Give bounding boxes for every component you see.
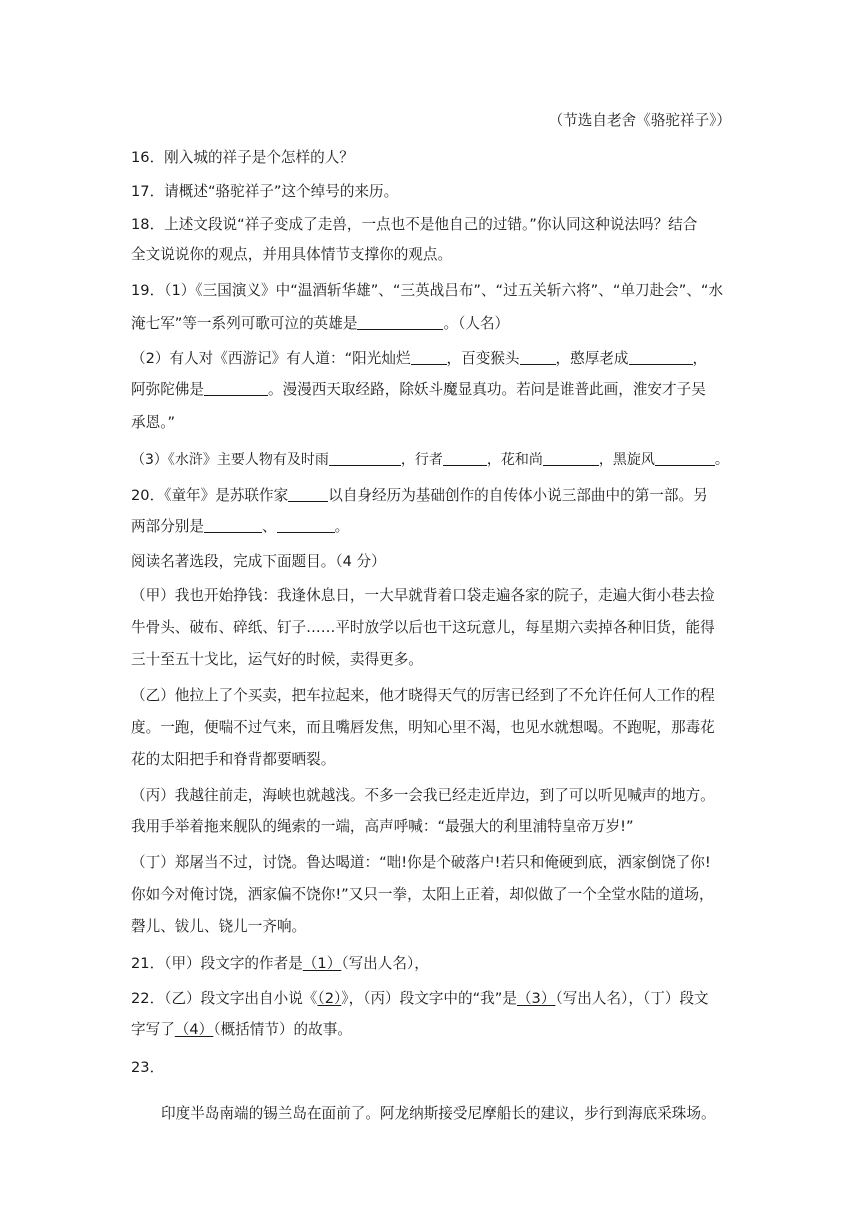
passage-yi-line-1: （乙）他拉上了个买卖，把车拉起来，他才晓得天气的厉害已经到了不允许任何人工作的程 [131,687,715,704]
passage-ding-line-3: 磬儿、钹儿、铙儿一齐响。 [131,918,307,935]
question-19-part-1-line-2: 淹七军”等一系列可歌可泣的英雄是 。（人名） [131,315,510,332]
answer-blank[interactable] [655,451,715,466]
passage-ding-line-2: 你如今对俺讨饶，洒家偏不饶你!”又只一拳，太阳上正着，却似做了一个全堂水陆的道场， [131,886,714,903]
answer-blank[interactable] [204,518,262,533]
passage-yi-line-3: 花的太阳把手和脊背都要晒裂。 [131,751,336,768]
answer-blank-4[interactable]: （4） [174,1021,214,1038]
question-20-line-2: 两部分别是 、 。 [131,518,350,535]
question-22-line-1: 22．（乙）段文字出自小说《（2）》，（丙）段文字中的“我”是（3）（写出人名），（丁）段文 [131,990,709,1007]
question-20-line-1: 20．《童年》是苏联作家 以自身经历为基础创作的自传体小说三部曲中的第一部。另 [131,487,708,504]
question-19-part-2-line-1: （2）有人对《西游记》有人道：“阳光灿烂 ，百变猴头 ，憨厚老成 ， [131,350,708,367]
passage-yi-line-2: 度。一跑，便喘不过气来，而且嘴唇发焦，明知心里不渴，也见水就想喝。不跑呢，那毒花 [131,719,715,736]
question-16: 16．刚入城的祥子是个怎样的人？ [131,149,354,166]
passage-jia-line-1: （甲）我也开始挣钱：我逢休息日，一大早就背着口袋走遍各家的院子，走遍大街小巷去捡 [131,587,715,604]
answer-blank[interactable] [204,381,268,396]
passage-jia-line-2: 牛骨头、破布、碎纸、钉子……平时放学以后也干这玩意儿，每星期六卖掉各种旧货，能得 [131,619,715,636]
question-22-line-2: 字写了（4）（概括情节）的故事。 [131,1021,352,1038]
answer-blank[interactable] [357,315,443,330]
answer-blank[interactable] [629,350,693,365]
answer-blank[interactable] [288,487,328,502]
question-17: 17．请概述“骆驼祥子”这个绰号的来历。 [131,183,399,200]
answer-blank-1[interactable]: （1） [302,955,342,972]
answer-blank[interactable] [277,518,335,533]
question-19-part-3: （3）《水浒》主要人物有及时雨 ，行者 ，花和尚 ，黑旋风 。 [131,452,729,468]
source-citation: （节选自老舍《骆驼祥子》） [548,112,731,129]
answer-blank[interactable] [520,350,556,365]
story-excerpt-line: 印度半岛南端的锡兰岛在面前了。阿龙纳斯接受尼摩船长的建议，步行到海底采珠场。 [161,1105,716,1122]
answer-blank-2[interactable]: （2） [317,990,342,1007]
question-23: 23． [131,1059,165,1076]
passage-ding-line-1: （丁）郑屠当不过，讨饶。鲁达喝道：“咄!你是个破落户!若只和俺硬到底，洒家倒饶了你! [131,854,711,871]
answer-blank[interactable] [411,350,447,365]
answer-blank[interactable] [329,451,401,466]
passage-bing-line-1: （丙）我越往前走，海峡也就越浅。不多一会我已经走近岸边，到了可以听见喊声的地方。 [131,787,715,804]
reading-intro: 阅读名著选段，完成下面题目。（4 分） [131,553,386,570]
question-19-part-2-line-3: 承恩。” [131,414,176,431]
question-18-line-1: 18．上述文段说“祥子变成了走兽，一点也不是他自己的过错。”你认同这种说法吗？结合 [131,216,698,233]
question-21: 21．（甲）段文字的作者是（1）（写出人名）， [131,955,429,972]
answer-blank[interactable] [443,451,487,466]
question-19-part-1-line-1: 19．（1）《三国演义》中“温酒斩华雄”、“三英战吕布”、“过五关斩六将”、“单刀赴会”、“水 [131,282,724,299]
passage-jia-line-3: 三十至五十戈比，运气好的时候，卖得更多。 [131,651,423,668]
question-19-part-2-line-2: 阿弥陀佛是 。漫漫西天取经路，除妖斗魔显真功。若问是谁普此画，淮安才子吴 [131,381,706,398]
answer-blank[interactable] [543,451,599,466]
question-18-line-2: 全文说说你的观点，并用具体情节支撑你的观点。 [131,246,453,263]
answer-blank-3[interactable]: （3） [516,990,556,1007]
passage-bing-line-2: 我用手举着拖来舰队的绳索的一端，高声呼喊：“最强大的利里浦特皇帝万岁!” [131,818,634,835]
